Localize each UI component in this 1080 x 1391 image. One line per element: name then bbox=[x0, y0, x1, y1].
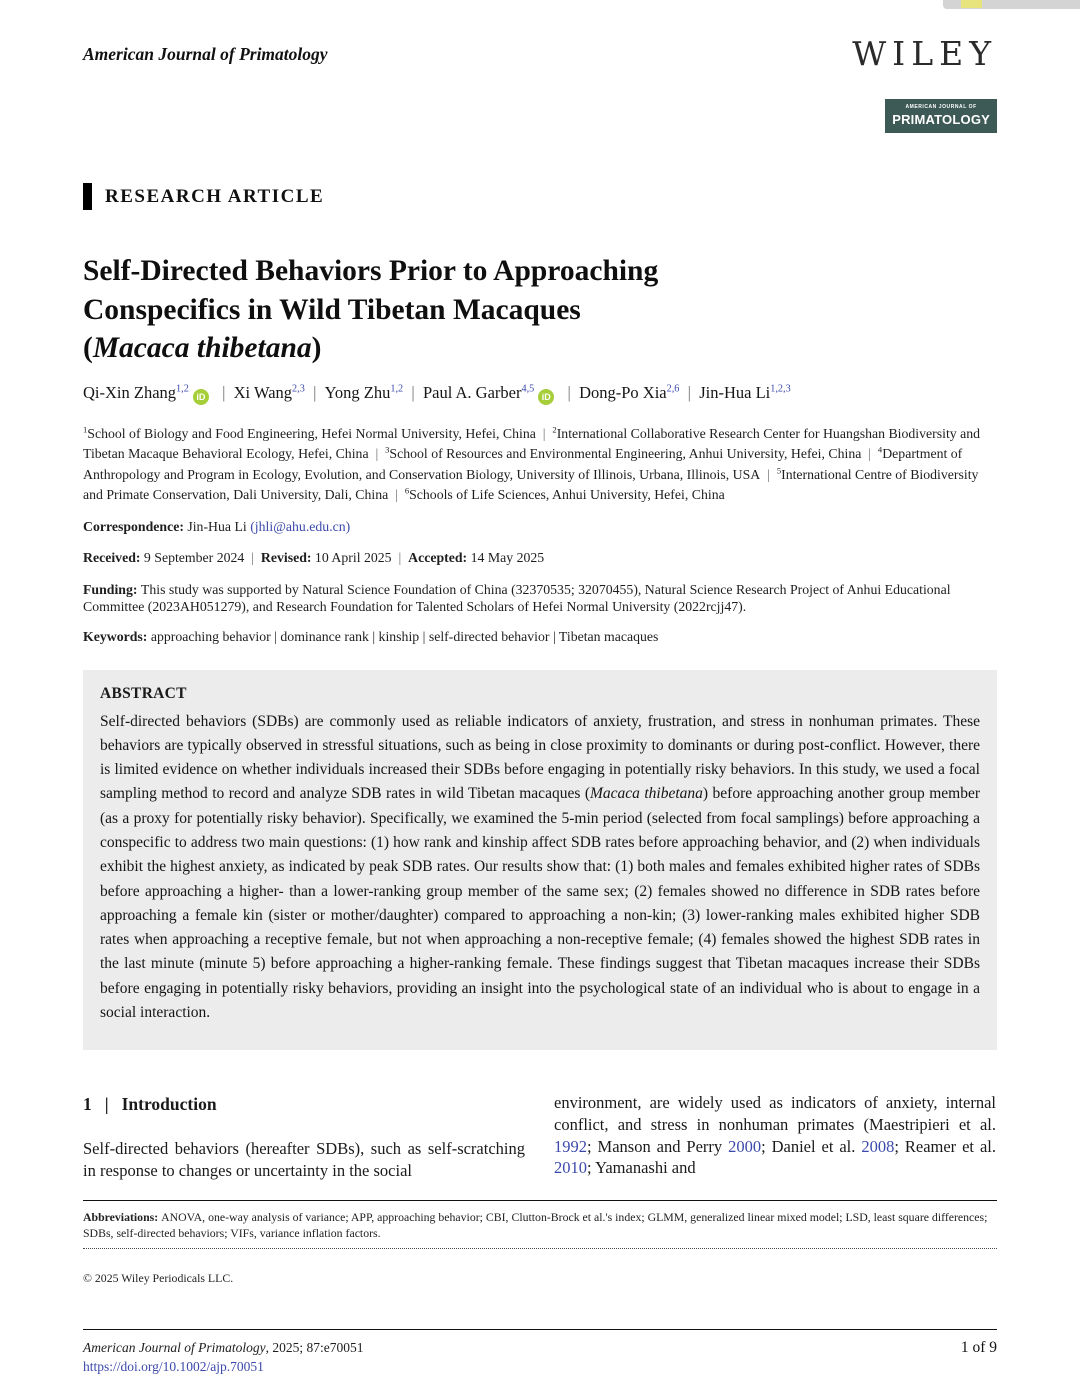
text-segment: | bbox=[244, 549, 261, 565]
text-segment: School of Biology and Food Engineering, Hefei Normal University, Hefei, China bbox=[87, 425, 536, 441]
text-segment: | bbox=[368, 446, 386, 461]
funding-line bbox=[83, 581, 997, 616]
orcid-icon[interactable]: iD bbox=[193, 389, 209, 405]
text-segment: ) before approaching another group member (as a proxy for potentially risky behavior). Specifically, we examined the 5-min period (selected from focal samplings) before approaching a conspecific to address two main questions: (1) how rank and kinship affect SDB rates before approaching behavior, and (2) when individuals exhibit the highest anxiety, as indicated by peak SDB rates. Our results show that: (1) both males and females exhibited higher rates of SDBs before approaching a higher- than a lower-ranking group member of the same sex; (2) females showed no difference in SDB rates before approaching a female kin (sister or mother/daughter) compared to approaching a non-kin; (3) lower-ranking males exhibited higher SDB rates when approaching a receptive female, but not when approaching a non-receptive female; (4) females showed the highest SDB rates in the last minute (minute 5) before approaching a higher-ranking female. These findings suggest that Tibetan macaques increase their SDBs before engaging in potentially risky behaviors, providing an insight into the psychological state of an individual who is about to engage in a social interaction. bbox=[100, 785, 980, 1022]
text-segment: Self-directed behaviors (SDBs) are commonly used as reliable indicators of anxiety, frustration, and stress in nonhuman primates. These behaviors are typically observed in stressful situations, such as being in close proximity to dominants or during post-conflict. However, there is limited evidence on whether individuals increased their SDBs before engaging in potentially risky behaviors. In this study, we used a focal sampling method to record and analyze SDB rates in wild Tibetan macaques ( bbox=[100, 712, 980, 803]
masthead bbox=[83, 36, 997, 133]
text-segment: 10 April 2025 bbox=[314, 549, 392, 565]
text-segment: | bbox=[760, 466, 777, 482]
introduction-section bbox=[83, 1092, 997, 1181]
text-segment: ) bbox=[311, 332, 322, 364]
text-segment: ; Yamanashi and bbox=[587, 1158, 696, 1178]
citation-line bbox=[83, 1338, 363, 1357]
text-segment: Macaca thibetana bbox=[589, 785, 703, 803]
text-segment: | bbox=[559, 382, 580, 402]
text-segment: | bbox=[679, 382, 700, 402]
footer-citation bbox=[83, 1338, 363, 1376]
text-segment: | bbox=[304, 382, 325, 402]
link-text[interactable]: 2000 bbox=[728, 1136, 762, 1156]
text-segment: | bbox=[213, 382, 234, 402]
link-text[interactable]: (jhli@ahu.edu.cn) bbox=[250, 518, 351, 534]
abstract-heading: ABSTRACT bbox=[100, 684, 187, 702]
text-segment: ANOVA, one-way analysis of variance; APP, approaching behavior; CBI, Clutton-Brock et al.'s index; GLMM, generalized linear mixed model; LSD, least square differences; SDBs, self-directed behaviors; VIFs, variance inflation factors. bbox=[83, 1210, 988, 1240]
footer-divider bbox=[83, 1329, 997, 1330]
affiliations bbox=[83, 424, 997, 506]
text-segment: | bbox=[104, 1094, 109, 1115]
text-segment: This study was supported by Natural Science Foundation of China (32370535; 32070455), Natural Science Research Project of Anhui Educational Committee (2023AH051279), and Research Foundation for Talented Scholars of Hefei Normal University (2022rcjj47). bbox=[83, 581, 951, 614]
text-segment: Macaca thibetana bbox=[92, 332, 312, 364]
text-segment: Jin-Hua Li bbox=[187, 518, 251, 534]
text-segment: Conspecifics in Wild Tibetan Macaques bbox=[83, 293, 581, 326]
doi-link[interactable]: https://doi.org/10.1002/ajp.70051 bbox=[83, 1359, 264, 1374]
text-segment: Dong-Po Xia bbox=[579, 382, 667, 402]
text-segment: 1,2 bbox=[390, 383, 404, 394]
copyright-notice: © 2025 Wiley Periodicals LLC. bbox=[83, 1271, 234, 1285]
badge-line1: AMERICAN JOURNAL OF bbox=[905, 104, 977, 110]
text-segment: 4,5 bbox=[521, 383, 535, 394]
text-segment: Received: bbox=[83, 549, 144, 565]
text-segment: 1,2 bbox=[176, 383, 189, 394]
highlight-swatch bbox=[961, 0, 982, 8]
text-segment: ; Daniel et al. bbox=[761, 1136, 862, 1156]
abstract-body bbox=[100, 710, 980, 1026]
text-segment: 9 September 2024 bbox=[143, 549, 245, 565]
abbreviations bbox=[83, 1210, 997, 1241]
text-segment: ; Manson and Perry bbox=[587, 1136, 729, 1156]
article-type-bar bbox=[83, 183, 92, 210]
text-segment: 5 bbox=[776, 464, 782, 475]
intro-paragraph-right bbox=[554, 1092, 996, 1178]
article-title bbox=[83, 252, 997, 368]
text-segment: environment, are widely used as indicators of anxiety, internal conflict, and stress in nonhuman primates (Maestripieri et al. bbox=[554, 1093, 996, 1134]
link-text[interactable]: 2010 bbox=[554, 1158, 587, 1178]
text-segment: 4 bbox=[877, 444, 883, 455]
text-segment: 1 bbox=[83, 1094, 92, 1115]
text-segment: | bbox=[535, 425, 553, 441]
link-text[interactable]: 1992 bbox=[554, 1136, 587, 1156]
text-segment: Paul A. Garber bbox=[422, 382, 522, 402]
article-type-label: RESEARCH ARTICLE bbox=[105, 185, 325, 207]
text-segment: | bbox=[861, 446, 878, 461]
wiley-logo: WILEY bbox=[852, 34, 997, 73]
page-footer bbox=[83, 1338, 997, 1376]
text-segment: School of Resources and Environmental Engineering, Anhui University, Hefei, China bbox=[389, 446, 862, 461]
intro-heading bbox=[83, 1094, 525, 1116]
text-segment: | bbox=[388, 487, 405, 502]
cutoff-toolbar-fragment bbox=[943, 0, 1080, 9]
text-segment: Keywords: bbox=[83, 628, 151, 644]
text-segment: American Journal of Primatology bbox=[83, 1340, 266, 1355]
text-segment: , 2025; 87:e70051 bbox=[265, 1340, 364, 1355]
text-segment: Revised: bbox=[260, 549, 315, 565]
text-segment: Abbreviations: bbox=[83, 1210, 162, 1224]
text-segment: Yong Zhu bbox=[324, 382, 391, 402]
abstract-block bbox=[83, 670, 997, 1051]
publisher-block bbox=[852, 36, 997, 133]
text-segment: 2,6 bbox=[666, 383, 680, 394]
intro-paragraph-left: Self-directed behaviors (hereafter SDBs), such as self-scratching in response to changes or uncertainty in the social bbox=[83, 1138, 525, 1180]
text-segment: ; Reamer et al. bbox=[894, 1136, 996, 1156]
text-segment: Schools of Life Sciences, Anhui University, Hefei, China bbox=[409, 487, 725, 502]
text-segment: Xi Wang bbox=[233, 382, 293, 402]
text-segment: 1,2,3 bbox=[770, 383, 791, 394]
text-segment: 1 bbox=[83, 423, 88, 434]
text-segment: Qi-Xin Zhang bbox=[83, 382, 177, 402]
article-type-row bbox=[83, 183, 997, 210]
text-segment: Department of Anthropology and Program in Ecology, Evolution, and Conservation Biology, University of Illinois, Urbana, Illinois, USA bbox=[83, 446, 963, 482]
text-segment: 14 May 2025 bbox=[470, 549, 545, 565]
text-segment: 3 bbox=[385, 444, 390, 455]
footnote-divider bbox=[83, 1200, 997, 1201]
intro-column-left bbox=[83, 1092, 525, 1181]
text-segment: | bbox=[403, 382, 423, 402]
text-segment: approaching behavior | dominance rank | kinship | self-directed behavior | Tibetan macaques bbox=[150, 628, 659, 644]
journal-name: American Journal of Primatology bbox=[83, 44, 328, 64]
text-segment: Funding: bbox=[83, 581, 141, 597]
text-segment: 2 bbox=[552, 423, 557, 434]
dates-line bbox=[83, 550, 997, 566]
text-segment: Self-Directed Behaviors Prior to Approaching bbox=[83, 255, 659, 287]
badge-line2: PRIMATOLOGY bbox=[892, 112, 990, 127]
dotted-divider bbox=[83, 1248, 997, 1249]
text-segment: Correspondence: bbox=[83, 518, 188, 534]
text-segment: 2,3 bbox=[292, 383, 305, 394]
text-segment: Introduction bbox=[121, 1094, 217, 1115]
orcid-icon[interactable]: iD bbox=[538, 389, 554, 405]
intro-column-right bbox=[554, 1092, 996, 1181]
text-segment: Accepted: bbox=[408, 549, 471, 565]
text-segment: International Collaborative Research Center for Huangshan Biodiversity and Tibetan Macaque Behavioral Ecology, Hefei, China bbox=[83, 425, 981, 461]
text-segment: ( bbox=[83, 332, 93, 364]
authors-line bbox=[83, 383, 997, 405]
correspondence-line bbox=[83, 519, 997, 535]
text-segment: 6 bbox=[404, 485, 410, 496]
text-segment: | bbox=[391, 549, 409, 565]
link-text[interactable]: 2008 bbox=[861, 1136, 895, 1156]
journal-badge bbox=[885, 99, 997, 133]
keywords-line bbox=[83, 629, 997, 645]
text-segment: International Centre of Biodiversity and Primate Conservation, Dali University, Dali, China bbox=[83, 466, 979, 502]
text-segment: Jin-Hua Li bbox=[699, 382, 771, 402]
page-number: 1 of 9 bbox=[960, 1339, 997, 1356]
